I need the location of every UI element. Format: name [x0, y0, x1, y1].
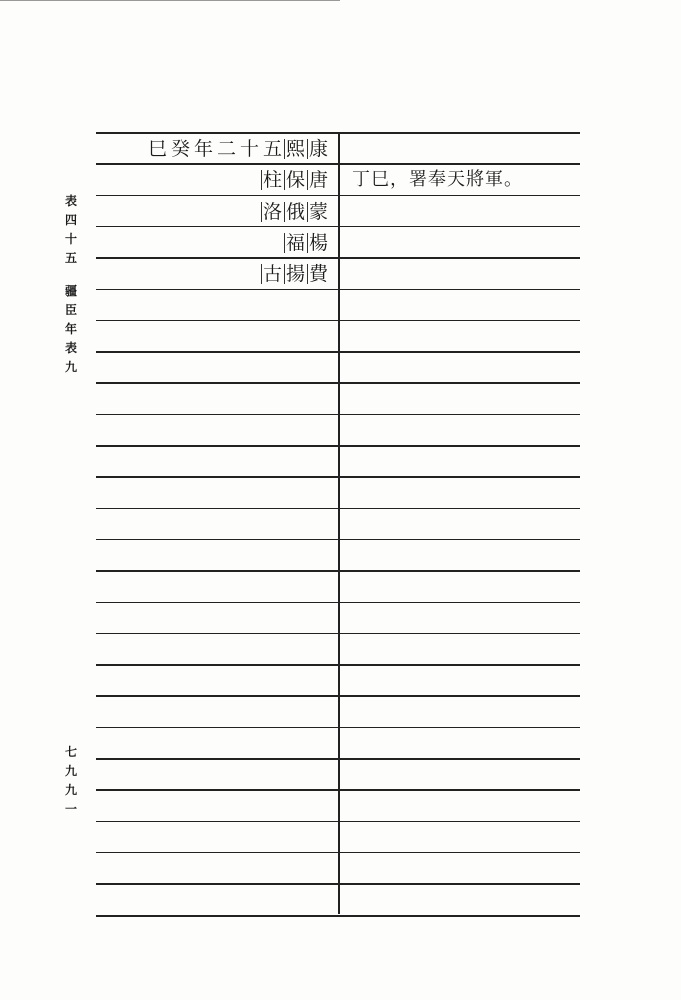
side-title-char: 表: [64, 341, 77, 355]
row-rule: [96, 695, 580, 697]
left-cell-char: 癸: [170, 138, 190, 160]
page-number-char: 七: [64, 745, 77, 759]
left-cell-text: [261, 263, 330, 285]
row-rule: [96, 570, 580, 572]
page-number-char: 一: [64, 802, 77, 816]
left-cell-char: 洛: [262, 200, 282, 223]
row-rule: [96, 508, 580, 510]
row-rule: [96, 414, 580, 416]
side-title-char: 年: [64, 322, 77, 336]
year-table: [96, 132, 580, 918]
left-cell: [96, 165, 336, 193]
row-rule: [96, 320, 580, 322]
side-title-char: 五: [64, 251, 77, 265]
left-cell-text: [284, 232, 330, 254]
side-title-char: 疆: [64, 284, 77, 298]
column-divider: [338, 132, 340, 914]
page-number: [57, 743, 85, 819]
left-cell-char: 保: [285, 169, 305, 192]
left-cell: [96, 228, 336, 256]
right-cell: [344, 134, 580, 162]
side-title-char: 十: [64, 232, 77, 246]
left-cell-char: 費: [308, 263, 328, 286]
left-cell-text: [261, 201, 330, 223]
left-cell: [96, 197, 336, 225]
right-cell: [344, 165, 580, 193]
left-cell-char: 古: [262, 263, 282, 286]
left-cell-text: [146, 138, 330, 160]
page-number-char: 九: [64, 783, 77, 797]
side-title-char: 表: [64, 194, 77, 208]
row-rule: [96, 758, 580, 760]
row-rule: [96, 821, 580, 823]
left-cell-char: 十: [239, 138, 259, 160]
left-cell-char: 福: [285, 231, 305, 254]
side-title-char: 四: [64, 213, 77, 227]
row-rule: [96, 664, 580, 666]
left-cell-text: [261, 169, 330, 191]
row-rule: [96, 476, 580, 478]
row-rule: [96, 727, 580, 729]
left-cell-char: 揚: [285, 263, 305, 286]
side-title-char: 九: [64, 360, 77, 374]
top-rule: [0, 0, 340, 1]
left-cell-char: 巳: [147, 138, 167, 160]
left-cell-char: 蒙: [308, 200, 328, 223]
page-number-char: 九: [64, 764, 77, 778]
left-cell-char: 熙: [285, 138, 305, 160]
left-cell-char: 唐: [308, 169, 328, 192]
left-cell-char: 年: [193, 138, 213, 160]
left-cell-char: 五: [262, 138, 282, 160]
side-title-gap: [57, 268, 85, 282]
side-title: [57, 192, 85, 377]
row-rule: [96, 883, 580, 885]
row-rule: [96, 633, 580, 635]
left-cell: [96, 259, 336, 287]
left-cell-char: 俄: [285, 200, 305, 223]
row-rule: [96, 915, 580, 917]
row-rule: [96, 289, 580, 291]
row-rule: [96, 539, 580, 541]
side-title-char: 臣: [64, 303, 77, 317]
right-cell-text: 丁巳，署奉天將軍。: [352, 169, 523, 191]
row-rule: [96, 852, 580, 854]
left-cell-char: 康: [308, 138, 328, 160]
row-rule: [96, 351, 580, 353]
row-rule: [96, 789, 580, 791]
left-cell-char: 楊: [308, 231, 328, 254]
left-cell-char: 柱: [262, 169, 282, 192]
left-cell: [96, 134, 336, 162]
left-cell-char: 二: [216, 138, 236, 160]
row-rule: [96, 445, 580, 447]
row-rule: [96, 382, 580, 384]
row-rule: [96, 602, 580, 604]
